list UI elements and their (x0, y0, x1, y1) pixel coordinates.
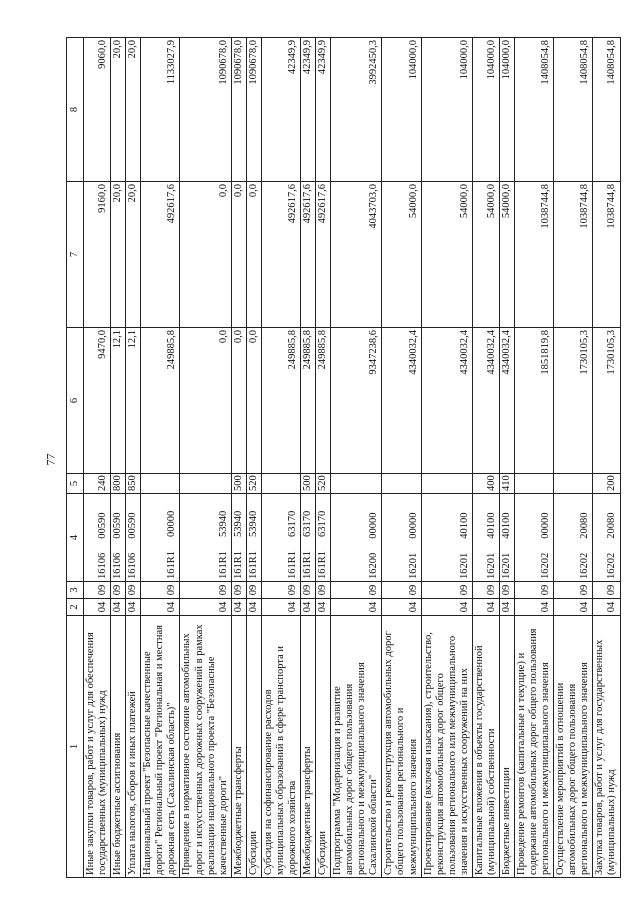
row-value-year1: 0,0 (246, 328, 261, 474)
row-expense-type: 520 (316, 474, 331, 494)
row-section-code: 04 (261, 599, 300, 616)
row-value-year3: 42349,9 (301, 38, 316, 182)
row-value-year3: 9060,0 (84, 38, 111, 182)
col-header: 6 (67, 328, 84, 474)
row-value-year2: 1038744,8 (554, 182, 593, 328)
row-value-year2: 1038744,8 (515, 182, 554, 328)
row-value-year2: 492617,6 (261, 182, 300, 328)
row-value-year3: 1090678,0 (180, 38, 231, 182)
row-expense-type: 240 (84, 474, 111, 494)
row-value-year3: 104000,0 (421, 38, 472, 182)
table-row (261, 38, 300, 878)
row-section-code: 04 (554, 599, 593, 616)
row-value-year3: 20,0 (111, 38, 126, 182)
row-expense-type (180, 474, 231, 494)
table-row (231, 38, 246, 878)
row-value-year2: 54000,0 (472, 182, 499, 328)
row-subsection-code: 09 (231, 582, 246, 599)
row-target-code (141, 494, 180, 582)
table-row (301, 38, 316, 878)
row-expense-type (515, 474, 554, 494)
row-section-code: 04 (84, 599, 111, 616)
row-name: Строительство и реконструкция автомобильных дорог общего пользования регионального и межмуниципального значения (382, 616, 421, 878)
row-value-year2: 20,0 (126, 182, 141, 328)
col-header: 2 (67, 599, 84, 616)
target-code-program: 16201 (485, 552, 497, 579)
row-value-year1: 4340032,4 (421, 328, 472, 474)
row-section-code: 04 (231, 599, 246, 616)
row-subsection-code: 09 (316, 582, 331, 599)
target-code-program: 161R1 (286, 550, 298, 579)
row-section-code: 04 (331, 599, 382, 616)
row-name: Осуществление мероприятий в отношении автомобильных дорог общего пользования регионального и межмуниципального значения (554, 616, 593, 878)
page-number: 77 (43, 453, 58, 466)
row-target-code (246, 494, 261, 582)
row-name: Иные закупки товаров, работ и услуг для обеспечения государственных (муниципальных) нужд (84, 616, 111, 878)
target-code-direction: 00000 (407, 512, 419, 539)
table-row (499, 38, 514, 878)
row-section-code: 04 (141, 599, 180, 616)
table-row (382, 38, 421, 878)
row-subsection-code: 09 (141, 582, 180, 599)
row-value-year1: 12,1 (126, 328, 141, 474)
row-target-code (554, 494, 593, 582)
row-target-code (331, 494, 382, 582)
target-code-program: 16201 (458, 552, 470, 579)
row-section-code: 04 (472, 599, 499, 616)
col-header: 8 (67, 38, 84, 182)
row-section-code: 04 (126, 599, 141, 616)
row-target-code (301, 494, 316, 582)
row-expense-type (331, 474, 382, 494)
row-subsection-code: 09 (382, 582, 421, 599)
target-code-direction: 20080 (579, 512, 591, 539)
target-code-program: 161R1 (166, 550, 178, 579)
target-code-program: 16106 (97, 552, 109, 579)
budget-table (66, 37, 621, 878)
target-code-direction: 63170 (302, 510, 313, 537)
row-value-year2: 20,0 (111, 182, 126, 328)
row-value-year2: 0,0 (246, 182, 261, 328)
row-name: Проектирование (включая изыскания), строительство, реконструкция автомобильных дорог общего пользования регионального или межмуниципального значения и искусственных сооружений на них (421, 616, 472, 878)
target-code-program: 16200 (368, 552, 380, 579)
target-code-direction: 00590 (112, 512, 124, 539)
target-code-direction: 00000 (368, 512, 380, 539)
target-code-program: 16201 (407, 552, 419, 579)
row-expense-type: 200 (593, 474, 620, 494)
row-subsection-code: 09 (515, 582, 554, 599)
row-value-year2: 0,0 (180, 182, 231, 328)
col-header: 5 (67, 474, 84, 494)
row-name: Приведение в нормативное состояние автомобильных дорог и искусственных дорожных сооружений в рамках реализации национального проекта "Безопасные качественные дороги" (180, 616, 231, 878)
target-code-direction: 00590 (97, 512, 109, 539)
row-subsection-code: 09 (421, 582, 472, 599)
row-value-year2: 54000,0 (382, 182, 421, 328)
row-subsection-code: 09 (301, 582, 316, 599)
row-expense-type: 500 (231, 474, 246, 494)
row-name: Подпрограмма "Модернизация и развитие автомобильных дорог общего пользования регионального и межмуниципального значения Сахалинской области" (331, 616, 382, 878)
row-name: Бюджетные инвестиции (499, 616, 514, 878)
row-value-year2: 54000,0 (421, 182, 472, 328)
row-section-code: 04 (421, 599, 472, 616)
row-subsection-code: 09 (84, 582, 111, 599)
row-expense-type (421, 474, 472, 494)
table-row (554, 38, 593, 878)
target-code-program: 16202 (540, 552, 552, 579)
row-target-code (261, 494, 300, 582)
row-target-code (382, 494, 421, 582)
row-target-code (472, 494, 499, 582)
table-row (472, 38, 499, 878)
table-row (126, 38, 141, 878)
table-row (515, 38, 554, 878)
row-subsection-code: 09 (246, 582, 261, 599)
target-code-direction: 40100 (458, 512, 470, 539)
col-header: 1 (67, 616, 84, 878)
row-expense-type (261, 474, 300, 494)
row-value-year3: 104000,0 (382, 38, 421, 182)
target-code-program: 16106 (112, 552, 124, 579)
table-body (84, 38, 621, 878)
target-code-direction: 63170 (317, 510, 329, 537)
row-target-code (231, 494, 246, 582)
row-value-year1: 249885,8 (141, 328, 180, 474)
row-name: Субсидия на софинансирование расходов муниципальных образований в сфере транспорта и дорожного хозяйства (261, 616, 300, 878)
table-row (421, 38, 472, 878)
row-name: Капитальные вложения в объекты государственной (муниципальной) собственности (472, 616, 499, 878)
row-value-year3: 104000,0 (472, 38, 499, 182)
row-target-code (421, 494, 472, 582)
row-value-year1: 249885,8 (301, 328, 316, 474)
row-subsection-code: 09 (554, 582, 593, 599)
row-value-year1: 1730105,3 (554, 328, 593, 474)
row-value-year3: 42349,9 (261, 38, 300, 182)
row-section-code: 04 (301, 599, 316, 616)
row-value-year3: 20,0 (126, 38, 141, 182)
row-value-year1: 0,0 (231, 328, 246, 474)
col-header: 3 (67, 582, 84, 599)
row-name: Национальный проект "Безопасные качественные дороги" Региональный проект "Региональная и местная дорожная сеть (Сахалинская область)" (141, 616, 180, 878)
row-subsection-code: 09 (331, 582, 382, 599)
row-name: Субсидии (246, 616, 261, 878)
col-header: 4 (67, 494, 84, 582)
target-code-program: 16201 (500, 552, 512, 579)
row-target-code (180, 494, 231, 582)
row-value-year2: 492617,6 (141, 182, 180, 328)
row-value-year2: 492617,6 (301, 182, 316, 328)
target-code-direction: 00590 (127, 512, 139, 539)
target-code-program: 16202 (579, 552, 591, 579)
row-subsection-code: 09 (111, 582, 126, 599)
row-name: Уплата налогов, сборов и иных платежей (126, 616, 141, 878)
row-value-year3: 1408054,8 (554, 38, 593, 182)
rotated-page (66, 38, 618, 878)
row-value-year3: 1090678,0 (231, 38, 246, 182)
target-code-direction: 53940 (232, 510, 244, 537)
row-value-year1: 4340032,4 (472, 328, 499, 474)
row-value-year2: 1038744,8 (593, 182, 620, 328)
target-code-direction: 40100 (500, 512, 512, 539)
row-section-code: 04 (316, 599, 331, 616)
row-value-year1: 1730105,3 (593, 328, 620, 474)
row-expense-type: 410 (499, 474, 514, 494)
row-section-code: 04 (382, 599, 421, 616)
row-expense-type: 520 (246, 474, 261, 494)
row-subsection-code: 09 (180, 582, 231, 599)
row-value-year1: 249885,8 (316, 328, 331, 474)
row-subsection-code: 09 (499, 582, 514, 599)
row-expense-type (554, 474, 593, 494)
row-value-year1: 249885,8 (261, 328, 300, 474)
row-value-year1: 9347238,6 (331, 328, 382, 474)
row-subsection-code: 09 (126, 582, 141, 599)
row-expense-type (382, 474, 421, 494)
row-value-year3: 1408054,8 (515, 38, 554, 182)
row-value-year2: 9160,0 (84, 182, 111, 328)
row-target-code (515, 494, 554, 582)
row-section-code: 04 (515, 599, 554, 616)
row-expense-type: 800 (111, 474, 126, 494)
row-value-year3: 3992450,3 (331, 38, 382, 182)
table-row (111, 38, 126, 878)
row-subsection-code: 09 (472, 582, 499, 599)
row-value-year3: 1133027,9 (141, 38, 180, 182)
row-target-code (499, 494, 514, 582)
table-row (316, 38, 331, 878)
target-code-program: 161R1 (247, 550, 259, 579)
row-section-code: 04 (593, 599, 620, 616)
row-name: Межбюджетные трансферты (231, 616, 246, 878)
row-expense-type: 400 (472, 474, 499, 494)
row-expense-type (141, 474, 180, 494)
row-target-code (84, 494, 111, 582)
target-code-program: 161R1 (232, 550, 244, 579)
row-target-code (316, 494, 331, 582)
row-value-year2: 54000,0 (499, 182, 514, 328)
table-row (84, 38, 111, 878)
row-name: Межбюджетные трансферты (301, 616, 316, 878)
header-row (67, 38, 84, 878)
row-section-code: 04 (111, 599, 126, 616)
row-value-year2: 492617,6 (316, 182, 331, 328)
row-value-year1: 4340032,4 (382, 328, 421, 474)
row-name: Иные бюджетные ассигнования (111, 616, 126, 878)
row-section-code: 04 (180, 599, 231, 616)
target-code-direction: 40100 (485, 512, 497, 539)
row-section-code: 04 (246, 599, 261, 616)
row-value-year1: 0,0 (180, 328, 231, 474)
target-code-direction: 53940 (247, 510, 259, 537)
target-code-program: 16106 (127, 552, 139, 579)
row-target-code (593, 494, 620, 582)
target-code-direction: 53940 (217, 510, 229, 537)
row-subsection-code: 09 (261, 582, 300, 599)
row-value-year1: 1851819,8 (515, 328, 554, 474)
target-code-direction: 63170 (286, 510, 298, 537)
target-code-direction: 20080 (606, 512, 618, 539)
target-code-direction: 00000 (540, 512, 552, 539)
row-expense-type: 850 (126, 474, 141, 494)
target-code-program: 161R1 (317, 550, 329, 579)
row-value-year1: 12,1 (111, 328, 126, 474)
row-value-year1: 9470,0 (84, 328, 111, 474)
table-row (141, 38, 180, 878)
row-value-year3: 42349,9 (316, 38, 331, 182)
target-code-direction: 00000 (166, 510, 178, 537)
row-expense-type: 500 (301, 474, 316, 494)
row-name: Закупка товаров, работ и услуг для государственных (муниципальных) нужд (593, 616, 620, 878)
row-name: Субсидии (316, 616, 331, 878)
row-value-year1: 4340032,4 (499, 328, 514, 474)
row-target-code (126, 494, 141, 582)
row-value-year3: 1408054,8 (593, 38, 620, 182)
table-row (331, 38, 382, 878)
row-value-year2: 0,0 (231, 182, 246, 328)
row-value-year2: 4043703,0 (331, 182, 382, 328)
table-row (246, 38, 261, 878)
col-header: 7 (67, 182, 84, 328)
table-row (593, 38, 620, 878)
row-subsection-code: 09 (593, 582, 620, 599)
target-code-program: 16202 (606, 552, 618, 579)
row-name: Проведение ремонтов (капитальные и текущие) и содержание автомобильных дорог общего пользования регионального и межмуниципального значения (515, 616, 554, 878)
row-value-year3: 1090678,0 (246, 38, 261, 182)
table-row (180, 38, 231, 878)
row-target-code (111, 494, 126, 582)
target-code-program: 161R1 (302, 550, 313, 579)
row-value-year3: 104000,0 (499, 38, 514, 182)
target-code-program: 161R1 (217, 550, 229, 579)
row-section-code: 04 (499, 599, 514, 616)
